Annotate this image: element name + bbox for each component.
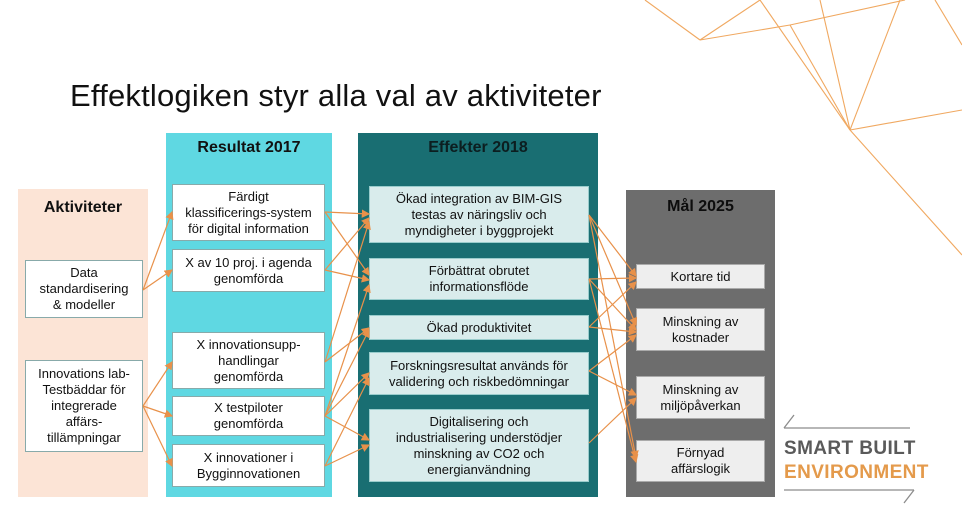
column-heading-resultat: Resultat 2017 — [197, 139, 301, 156]
effect-label: Förbättrat obrutet informationsflöde — [428, 263, 530, 294]
effect-label: Ökad integration av BIM-GIS testas av näringsliv och myndigheter i byggprojekt — [395, 190, 563, 238]
effect-label: Ökad produktivitet — [426, 319, 532, 335]
arrow — [325, 270, 369, 280]
goal-label: Minskning av kostnader — [662, 313, 739, 345]
column-heading-aktiviteter: Aktiviteter — [43, 199, 123, 216]
page-title: Effektlogiken styr alla val av aktiviteter — [70, 78, 602, 113]
result-label: X av 10 proj. i agenda genomförda — [185, 254, 312, 286]
arrow — [325, 212, 369, 214]
arrow — [589, 278, 636, 279]
arrow — [589, 327, 636, 332]
activity-label: Innovations lab- Testbäddar för integrerade affärs- tillämpningar — [38, 366, 130, 445]
column-heading-effekter: Effekter 2018 — [428, 139, 528, 156]
arrow — [143, 212, 172, 290]
arrow — [325, 445, 369, 466]
arrow — [589, 279, 636, 462]
column-heading-mal: Mål 2025 — [667, 198, 734, 215]
logo-line1: SMART BUILT — [784, 438, 916, 459]
result-label: X testpiloter genomförda — [213, 400, 284, 431]
effect-label: Forskningsresultat används för validering och riskbedömningar — [389, 357, 569, 389]
smart-built-environment-logo — [778, 410, 938, 510]
result-label: Färdigt klassificerings-system för digital information — [185, 188, 312, 236]
arrow — [589, 371, 636, 395]
goal-label: Förnyad affärslogik — [670, 445, 730, 476]
arrow — [325, 285, 369, 416]
activity-label: Data standardisering & modeller — [39, 265, 129, 312]
arrow — [589, 335, 636, 371]
logo-arrows-icon — [778, 410, 938, 510]
logo-line2: ENVIRONMENT — [784, 462, 929, 483]
result-label: X innovationer i Bygginnovationen — [196, 449, 301, 481]
goal-label: Kortare tid — [670, 268, 731, 284]
goal-label: Minskning av miljöpåverkan — [660, 381, 741, 413]
arrow — [589, 215, 636, 458]
arrow — [325, 328, 369, 362]
arrow — [589, 215, 636, 276]
arrow — [143, 362, 172, 406]
result-label: X innovationsupp- handlingar genomförda — [196, 336, 301, 384]
effect-label: Digitalisering och industrialisering understödjer minskning av CO2 och energianvändning — [395, 413, 563, 477]
arrow — [325, 416, 369, 440]
arrow — [325, 378, 369, 466]
